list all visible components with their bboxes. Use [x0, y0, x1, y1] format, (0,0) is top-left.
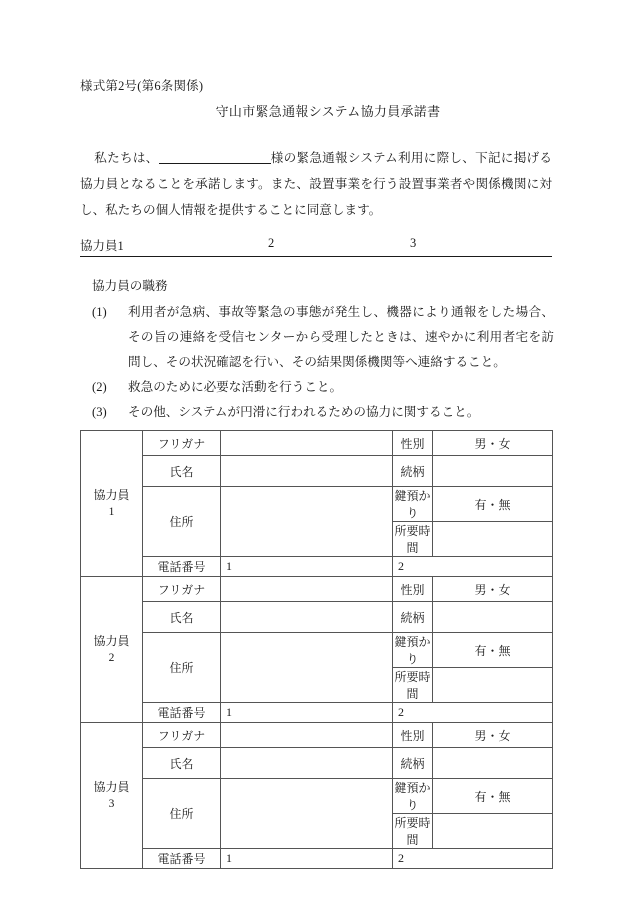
member-number: 1 — [108, 505, 115, 518]
signature-label-2: 2 — [268, 236, 275, 250]
name-label: 氏名 — [143, 602, 221, 633]
key-custody-label: 鍵預かり — [393, 779, 433, 814]
table-row — [81, 557, 553, 577]
travel-time-label: 所要時間 — [393, 814, 433, 849]
duty-marker: (2) — [92, 380, 107, 394]
key-custody-label: 鍵預かり — [393, 633, 433, 668]
gender-label: 性別 — [393, 577, 433, 602]
gender-options[interactable]: 男・女 — [433, 723, 553, 748]
gender-options[interactable]: 男・女 — [433, 431, 553, 456]
telephone-label: 電話番号 — [143, 557, 221, 577]
telephone-input-1[interactable]: 1 — [221, 849, 393, 869]
key-custody-label: 鍵預かり — [393, 487, 433, 522]
name-input[interactable] — [221, 456, 393, 487]
telephone-input-2[interactable]: 2 — [393, 849, 553, 869]
member-header-cell — [81, 723, 143, 869]
relation-label: 続柄 — [393, 748, 433, 779]
signature-label-3: 3 — [410, 236, 417, 250]
table-row — [81, 703, 553, 723]
travel-time-label: 所要時間 — [393, 522, 433, 557]
travel-time-label: 所要時間 — [393, 668, 433, 703]
duty-text: 救急のために必要な活動を行うこと。 — [128, 380, 343, 394]
intro-part-1: 私たちは、 — [94, 151, 159, 165]
table-row — [81, 633, 553, 668]
duty-text: 利用者が急病、事故等緊急の事態が発生し、機器により通報をした場合、その旨の連絡を受信センターから受理したときは、速やかに利用者宅を訪問し、その状況確認を行い、その結果関係機関等へ連絡すること。 — [128, 305, 554, 369]
duty-item — [92, 375, 554, 400]
intro-part-2: 様の緊急通報システム利用に際し、下記に掲げる協力員となることを承諾します。また、設置事業を行う設置事業者や関係機関に対し、私たちの個人情報を提供することに同意します。 — [80, 151, 552, 217]
name-input[interactable] — [221, 602, 393, 633]
address-input[interactable] — [221, 633, 393, 703]
key-custody-options[interactable]: 有・無 — [433, 779, 553, 814]
telephone-label: 電話番号 — [143, 849, 221, 869]
table-row — [81, 602, 553, 633]
duty-marker: (1) — [92, 305, 107, 319]
duties-heading: 協力員の職務 — [92, 279, 168, 293]
table-row — [81, 456, 553, 487]
address-label: 住所 — [143, 633, 221, 703]
member-number: 2 — [108, 651, 115, 664]
duty-item — [92, 400, 554, 425]
form-number: 様式第2号(第6条関係) — [80, 79, 204, 93]
telephone-input-1[interactable]: 1 — [221, 703, 393, 723]
collaborator-table — [80, 430, 553, 869]
furigana-input[interactable] — [221, 577, 393, 602]
gender-options[interactable]: 男・女 — [433, 577, 553, 602]
address-input[interactable] — [221, 487, 393, 557]
member-header-cell — [81, 431, 143, 577]
telephone-input-2[interactable]: 2 — [393, 703, 553, 723]
page-title: 守山市緊急通報システム協力員承諾書 — [215, 104, 441, 119]
key-custody-options[interactable]: 有・無 — [433, 633, 553, 668]
member-label: 協力員 — [93, 633, 130, 648]
address-input[interactable] — [221, 779, 393, 849]
signature-line — [80, 236, 552, 257]
travel-time-input[interactable] — [433, 522, 553, 557]
table-row — [81, 431, 553, 456]
furigana-input[interactable] — [221, 723, 393, 748]
member-label: 協力員 — [93, 487, 130, 502]
duty-item — [92, 300, 554, 375]
name-label: 氏名 — [143, 748, 221, 779]
member-label: 協力員 — [93, 779, 130, 794]
name-input[interactable] — [221, 748, 393, 779]
key-custody-options[interactable]: 有・無 — [433, 487, 553, 522]
relation-label: 続柄 — [393, 602, 433, 633]
relation-input[interactable] — [433, 602, 553, 633]
furigana-label: フリガナ — [143, 431, 221, 456]
furigana-label: フリガナ — [143, 577, 221, 602]
furigana-input[interactable] — [221, 431, 393, 456]
address-label: 住所 — [143, 487, 221, 557]
travel-time-input[interactable] — [433, 814, 553, 849]
table-row — [81, 779, 553, 814]
signature-label-1: 協力員1 — [80, 239, 124, 253]
duty-marker: (3) — [92, 405, 107, 419]
recipient-blank-field[interactable] — [159, 163, 271, 164]
member-number: 3 — [108, 797, 115, 810]
table-row — [81, 748, 553, 779]
gender-label: 性別 — [393, 723, 433, 748]
telephone-input-1[interactable]: 1 — [221, 557, 393, 577]
table-row — [81, 487, 553, 522]
table-row — [81, 577, 553, 602]
relation-input[interactable] — [433, 748, 553, 779]
member-header-cell — [81, 577, 143, 723]
table-row — [81, 723, 553, 748]
table-row — [81, 849, 553, 869]
intro-paragraph — [80, 145, 552, 223]
gender-label: 性別 — [393, 431, 433, 456]
duties-list — [92, 300, 554, 425]
address-label: 住所 — [143, 779, 221, 849]
name-label: 氏名 — [143, 456, 221, 487]
relation-input[interactable] — [433, 456, 553, 487]
furigana-label: フリガナ — [143, 723, 221, 748]
telephone-input-2[interactable]: 2 — [393, 557, 553, 577]
duty-text: その他、システムが円滑に行われるための協力に関すること。 — [128, 405, 480, 419]
relation-label: 続柄 — [393, 456, 433, 487]
travel-time-input[interactable] — [433, 668, 553, 703]
telephone-label: 電話番号 — [143, 703, 221, 723]
